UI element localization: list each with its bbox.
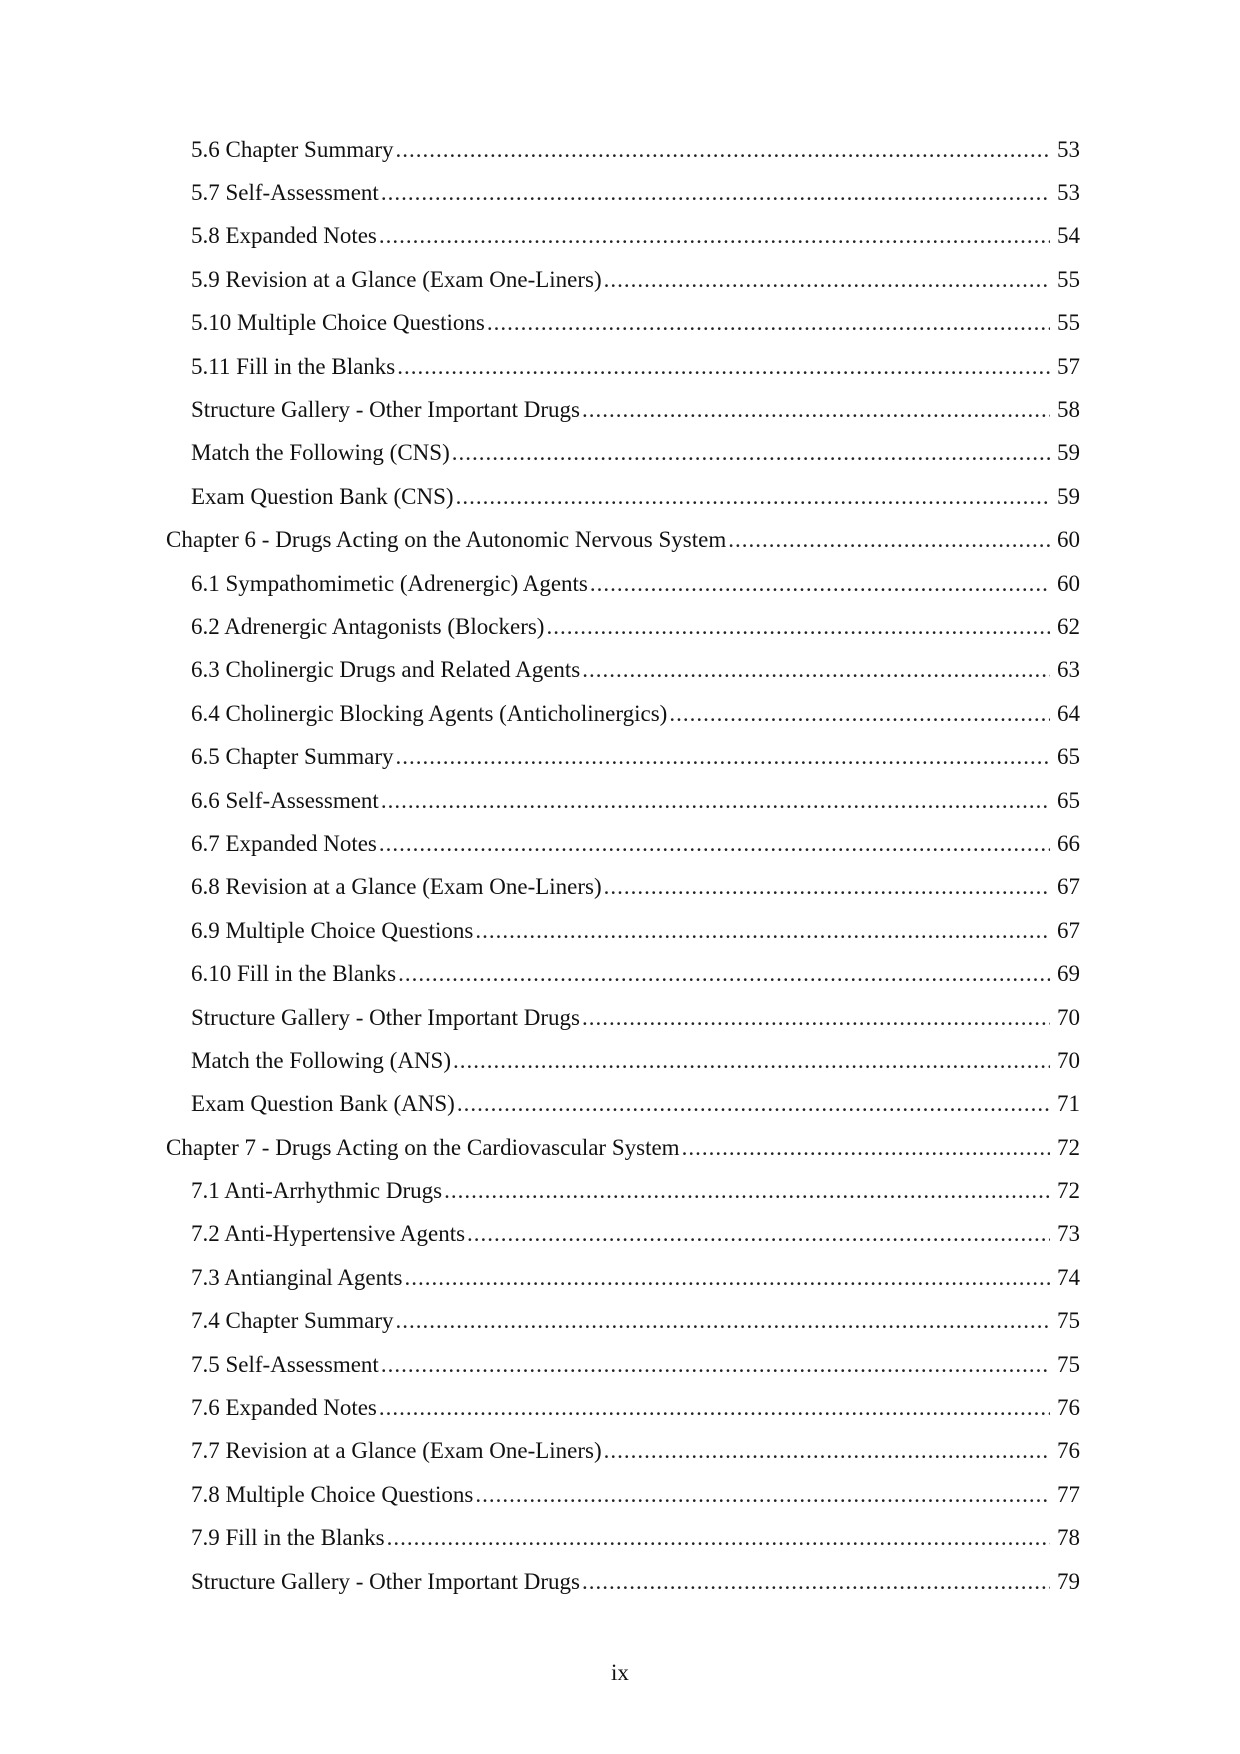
dot-leader (604, 874, 1050, 900)
toc-entry-page: 63 (1057, 657, 1080, 683)
toc-section-entry[interactable] (0, 258, 1240, 301)
toc-entry-page: 60 (1057, 527, 1080, 553)
toc-entry-line (191, 1005, 1240, 1031)
toc-entry-title: 7.7 Revision at a Glance (Exam One-Liners) (191, 1438, 602, 1464)
toc-entry-title: 7.6 Expanded Notes (191, 1395, 377, 1421)
toc-entry-page: 78 (1057, 1525, 1080, 1551)
page-number: ix (611, 1660, 629, 1685)
dot-leader (379, 1395, 1050, 1421)
toc-entry-line (191, 180, 1240, 206)
dot-leader (453, 1048, 1050, 1074)
toc-entry-line (191, 657, 1240, 683)
toc-section-entry[interactable] (0, 735, 1240, 778)
dot-leader (387, 1525, 1050, 1551)
dot-leader (396, 744, 1051, 770)
dot-leader (604, 1438, 1050, 1464)
toc-section-entry[interactable] (0, 171, 1240, 214)
toc-entry-title: Match the Following (ANS) (191, 1047, 452, 1073)
toc-entry-title: 6.4 Cholinergic Blocking Agents (Anticholinergics) (191, 700, 668, 726)
toc-entry-line (191, 1308, 1240, 1334)
toc-entry-page: 77 (1057, 1481, 1080, 1507)
toc-entry-line (191, 1221, 1240, 1247)
toc-section-entry[interactable] (0, 128, 1240, 171)
toc-entry-page: 59 (1057, 440, 1080, 466)
toc-entry-line (191, 614, 1240, 640)
dot-leader (582, 1005, 1050, 1031)
toc-section-entry[interactable] (0, 1039, 1240, 1082)
toc-section-entry[interactable] (0, 605, 1240, 648)
toc-entry-line (166, 527, 1240, 553)
dot-leader (582, 397, 1050, 423)
toc-entry-page: 73 (1057, 1221, 1080, 1247)
toc-section-entry[interactable] (0, 562, 1240, 605)
toc-entry-title: Chapter 7 - Drugs Acting on the Cardiovascular System (166, 1134, 680, 1160)
toc-entry-title: 6.6 Self-Assessment (191, 787, 379, 813)
dot-leader (456, 484, 1050, 510)
toc-section-entry[interactable] (0, 432, 1240, 475)
table-of-contents (0, 128, 1240, 1603)
dot-leader (728, 527, 1050, 553)
toc-entry-title: 7.8 Multiple Choice Questions (191, 1481, 474, 1507)
toc-section-entry[interactable] (0, 302, 1240, 345)
dot-leader (396, 1308, 1051, 1334)
dot-leader (381, 180, 1050, 206)
toc-entry-line (191, 310, 1240, 336)
dot-leader (467, 1221, 1050, 1247)
toc-entry-page: 53 (1057, 180, 1080, 206)
toc-entry-line (191, 1265, 1240, 1291)
toc-entry-title: 7.2 Anti-Hypertensive Agents (191, 1221, 466, 1247)
toc-section-entry[interactable] (0, 1386, 1240, 1429)
toc-section-entry[interactable] (0, 1083, 1240, 1126)
toc-entry-title: Match the Following (CNS) (191, 440, 450, 466)
toc-entry-title: 5.8 Expanded Notes (191, 223, 377, 249)
toc-entry-page: 69 (1057, 961, 1080, 987)
toc-section-entry[interactable] (0, 866, 1240, 909)
toc-entry-line (191, 961, 1240, 987)
toc-entry-line (191, 137, 1240, 163)
toc-entry-line (191, 440, 1240, 466)
toc-entry-line (191, 1178, 1240, 1204)
toc-entry-title: 6.3 Cholinergic Drugs and Related Agents (191, 657, 581, 683)
toc-entry-line (191, 744, 1240, 770)
toc-section-entry[interactable] (0, 822, 1240, 865)
dot-leader (452, 440, 1050, 466)
toc-section-entry[interactable] (0, 909, 1240, 952)
toc-entry-title: 7.1 Anti-Arrhythmic Drugs (191, 1178, 443, 1204)
toc-section-entry[interactable] (0, 388, 1240, 431)
toc-entry-page: 70 (1057, 1047, 1080, 1073)
toc-section-entry[interactable] (0, 779, 1240, 822)
toc-entry-title: 6.8 Revision at a Glance (Exam One-Liners) (191, 874, 602, 900)
toc-entry-title: 7.4 Chapter Summary (191, 1308, 394, 1334)
toc-entry-page: 59 (1057, 483, 1080, 509)
toc-entry-line (191, 1569, 1240, 1595)
toc-entry-title: Structure Gallery - Other Important Drugs (191, 1568, 580, 1594)
toc-entry-title: Exam Question Bank (ANS) (191, 1091, 455, 1117)
toc-entry-line (191, 354, 1240, 380)
toc-entry-line (191, 874, 1240, 900)
dot-leader (604, 267, 1050, 293)
dot-leader (590, 571, 1050, 597)
toc-entry-title: 5.9 Revision at a Glance (Exam One-Liners) (191, 266, 602, 292)
toc-entry-title: 6.10 Fill in the Blanks (191, 961, 397, 987)
toc-entry-title: 5.7 Self-Assessment (191, 180, 379, 206)
dot-leader (582, 1569, 1050, 1595)
toc-entry-page: 75 (1057, 1308, 1080, 1334)
toc-entry-title: Structure Gallery - Other Important Drugs (191, 1004, 580, 1030)
dot-leader (397, 354, 1050, 380)
toc-entry-line (191, 397, 1240, 423)
dot-leader (582, 657, 1050, 683)
toc-entry-page: 76 (1057, 1395, 1080, 1421)
toc-section-entry[interactable] (0, 1560, 1240, 1603)
toc-entry-title: 5.6 Chapter Summary (191, 136, 394, 162)
toc-entry-line (191, 1091, 1240, 1117)
toc-entry-line (191, 788, 1240, 814)
toc-entry-page: 66 (1057, 830, 1080, 856)
toc-entry-line (191, 1352, 1240, 1378)
dot-leader (457, 1091, 1050, 1117)
toc-entry-title: 7.3 Antianginal Agents (191, 1264, 403, 1290)
toc-entry-page: 53 (1057, 136, 1080, 162)
toc-section-entry[interactable] (0, 996, 1240, 1039)
toc-entry-page: 72 (1057, 1134, 1080, 1160)
toc-entry-title: 6.9 Multiple Choice Questions (191, 917, 474, 943)
dot-leader (381, 788, 1050, 814)
toc-section-entry[interactable] (0, 1430, 1240, 1473)
dot-leader (475, 1482, 1050, 1508)
toc-entry-title: Exam Question Bank (CNS) (191, 483, 454, 509)
dot-leader (379, 831, 1050, 857)
toc-entry-page: 79 (1057, 1568, 1080, 1594)
toc-entry-title: 6.1 Sympathomimetic (Adrenergic) Agents (191, 570, 588, 596)
toc-section-entry[interactable] (0, 1517, 1240, 1560)
toc-entry-page: 71 (1057, 1091, 1080, 1117)
toc-entry-page: 65 (1057, 787, 1080, 813)
toc-entry-title: 6.2 Adrenergic Antagonists (Blockers) (191, 613, 545, 639)
toc-entry-page: 55 (1057, 310, 1080, 336)
toc-entry-line (191, 831, 1240, 857)
toc-entry-page: 57 (1057, 353, 1080, 379)
toc-entry-page: 62 (1057, 613, 1080, 639)
toc-entry-line (191, 267, 1240, 293)
dot-leader (398, 961, 1050, 987)
dot-leader (682, 1135, 1050, 1161)
toc-entry-title: Chapter 6 - Drugs Acting on the Autonomic Nervous System (166, 527, 727, 553)
dot-leader (404, 1265, 1050, 1291)
toc-entry-page: 72 (1057, 1178, 1080, 1204)
dot-leader (669, 701, 1050, 727)
toc-entry-line (191, 701, 1240, 727)
toc-entry-page: 76 (1057, 1438, 1080, 1464)
toc-entry-title: Structure Gallery - Other Important Drugs (191, 397, 580, 423)
toc-entry-page: 70 (1057, 1004, 1080, 1030)
toc-section-entry[interactable] (0, 345, 1240, 388)
dot-leader (381, 1352, 1050, 1378)
toc-entry-page: 67 (1057, 917, 1080, 943)
toc-section-entry[interactable] (0, 952, 1240, 995)
toc-entry-line (191, 1395, 1240, 1421)
toc-section-entry[interactable] (0, 692, 1240, 735)
toc-entry-title: 7.9 Fill in the Blanks (191, 1525, 385, 1551)
dot-leader (444, 1178, 1050, 1204)
toc-entry-title: 6.7 Expanded Notes (191, 830, 377, 856)
toc-section-entry[interactable] (0, 649, 1240, 692)
toc-section-entry[interactable] (0, 475, 1240, 518)
toc-section-entry[interactable] (0, 1213, 1240, 1256)
toc-entry-line (191, 571, 1240, 597)
toc-entry-title: 7.5 Self-Assessment (191, 1351, 379, 1377)
toc-entry-line (191, 918, 1240, 944)
toc-section-entry[interactable] (0, 1169, 1240, 1212)
toc-entry-page: 65 (1057, 744, 1080, 770)
toc-entry-page: 75 (1057, 1351, 1080, 1377)
toc-entry-line (191, 484, 1240, 510)
toc-entry-page: 64 (1057, 700, 1080, 726)
toc-entry-line (166, 1135, 1240, 1161)
toc-section-entry[interactable] (0, 1473, 1240, 1516)
toc-entry-page: 58 (1057, 397, 1080, 423)
toc-entry-line (191, 223, 1240, 249)
toc-section-entry[interactable] (0, 1300, 1240, 1343)
toc-entry-line (191, 1048, 1240, 1074)
toc-entry-line (191, 1482, 1240, 1508)
toc-chapter-entry[interactable] (0, 519, 1240, 562)
dot-leader (487, 310, 1050, 336)
toc-entry-page: 74 (1057, 1264, 1080, 1290)
toc-entry-title: 6.5 Chapter Summary (191, 744, 394, 770)
dot-leader (379, 223, 1050, 249)
toc-chapter-entry[interactable] (0, 1126, 1240, 1169)
toc-entry-page: 67 (1057, 874, 1080, 900)
toc-section-entry[interactable] (0, 1343, 1240, 1386)
dot-leader (396, 137, 1051, 163)
dot-leader (475, 918, 1050, 944)
toc-section-entry[interactable] (0, 215, 1240, 258)
toc-section-entry[interactable] (0, 1256, 1240, 1299)
toc-entry-line (191, 1525, 1240, 1551)
toc-entry-line (191, 1438, 1240, 1464)
dot-leader (546, 614, 1050, 640)
toc-entry-title: 5.11 Fill in the Blanks (191, 353, 396, 379)
toc-entry-page: 60 (1057, 570, 1080, 596)
toc-entry-title: 5.10 Multiple Choice Questions (191, 310, 485, 336)
toc-entry-page: 54 (1057, 223, 1080, 249)
toc-entry-page: 55 (1057, 266, 1080, 292)
